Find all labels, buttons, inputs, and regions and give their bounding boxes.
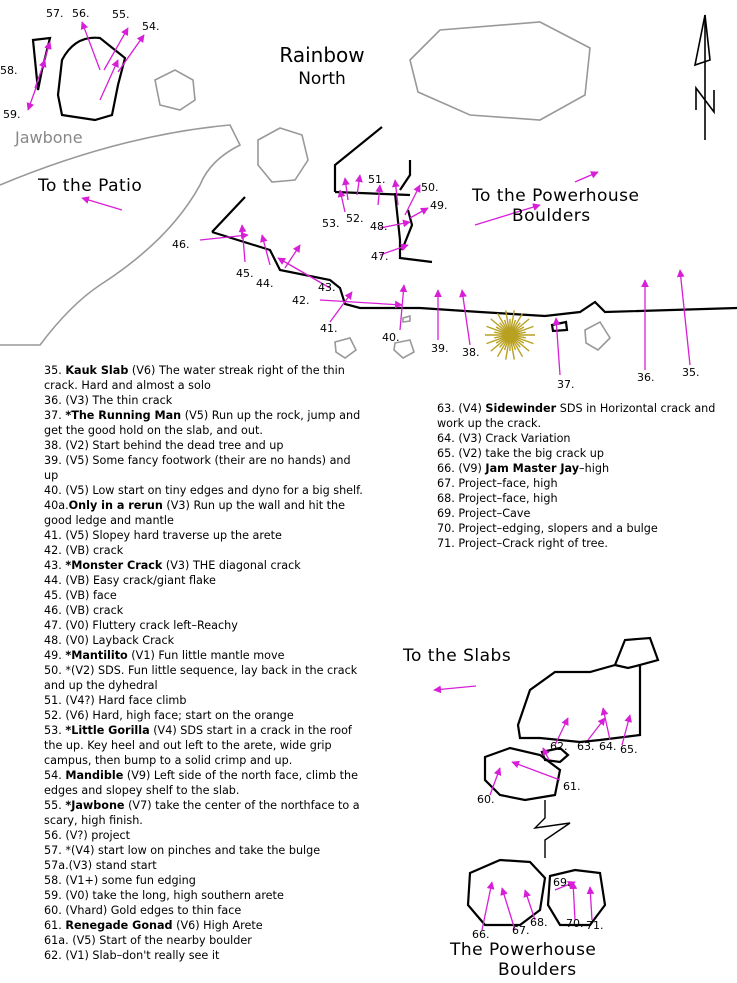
route-arrow: [118, 35, 144, 72]
route-entry: [437, 401, 727, 431]
route-arrow: [320, 300, 402, 305]
route-prefix: 69.: [437, 507, 459, 520]
route-prefix: 68.: [437, 492, 459, 505]
north-arrow: [695, 15, 714, 140]
route-name: Only in a rerun: [68, 499, 163, 512]
route-entry: [44, 693, 366, 708]
route-prefix: 57.: [44, 844, 66, 857]
route-num-67: 67.: [512, 924, 530, 937]
route-prefix: 51.: [44, 694, 66, 707]
route-entry: [44, 948, 366, 963]
route-entry: [44, 483, 366, 498]
route-entry: [44, 588, 366, 603]
route-num-52: 52.: [346, 212, 364, 225]
route-name: Kauk Slab: [65, 364, 129, 377]
route-entry: [437, 506, 727, 521]
route-num-54: 54.: [142, 20, 160, 33]
route-num-63: 63.: [577, 740, 595, 753]
route-desc: (V1+) some fun edging: [65, 874, 196, 887]
route-prefix: 42.: [44, 544, 66, 557]
route-num-42: 42.: [292, 294, 310, 307]
route-entry: [44, 723, 366, 768]
route-entry: [44, 888, 366, 903]
route-num-55: 55.: [112, 8, 130, 21]
route-prefix: 45.: [44, 589, 66, 602]
route-desc: (V5) Some fancy footwork (their are no hands) and up: [44, 454, 351, 482]
route-entry: [44, 453, 366, 483]
route-entry: [44, 498, 366, 528]
to-powerhouse-label-2: Boulders: [512, 206, 591, 226]
route-entry: [44, 438, 366, 453]
boulder-37: [552, 322, 567, 331]
route-prefix: 65.: [437, 447, 459, 460]
route-name: *Mantilito: [65, 649, 128, 662]
route-prefix: 61.: [44, 919, 66, 932]
route-desc: (V9): [458, 462, 486, 475]
route-prefix: 56.: [44, 829, 66, 842]
route-entry: [44, 663, 366, 693]
route-arrow: [482, 882, 492, 930]
powerhouse-title-2: Boulders: [498, 960, 577, 980]
route-num-68: 68.: [530, 916, 548, 929]
route-arrow: [82, 198, 122, 210]
route-arrow: [462, 290, 470, 345]
to-slabs-label: To the Slabs: [403, 646, 512, 666]
route-prefix: 39.: [44, 454, 66, 467]
route-num-47: 47.: [371, 250, 389, 263]
route-num-37: 37.: [557, 378, 575, 391]
route-entry: [44, 393, 366, 408]
boulder-upper: [518, 638, 658, 742]
route-name: *Little Gorilla: [65, 724, 150, 737]
gray-rock-a: [335, 338, 356, 358]
route-desc: (V?) project: [65, 829, 131, 842]
route-desc: (V4) SDS start in a crack in the roof the up. Key heel and out left to the arete, wide grip campus, then bump to a solid crimp and up.: [44, 724, 352, 767]
gray-rock-d: [403, 316, 410, 322]
to-patio-label: To the Patio: [38, 176, 143, 196]
route-entry: [44, 648, 366, 663]
route-num-41: 41.: [320, 322, 338, 335]
route-entry: [44, 618, 366, 633]
route-entry: [44, 363, 366, 393]
route-entry: [44, 858, 366, 873]
route-desc: (V4?) Hard face climb: [65, 694, 187, 707]
route-arrow: [285, 245, 300, 268]
route-name: Mandible: [65, 769, 124, 782]
route-num-65: 65.: [620, 743, 638, 756]
route-prefix: 67.: [437, 477, 459, 490]
route-name2: Jam Master Jay: [485, 462, 580, 475]
route-prefix: 62.: [44, 949, 66, 962]
gray-trail: [0, 125, 240, 345]
route-prefix: 55.: [44, 799, 66, 812]
route-prefix: 49.: [44, 649, 66, 662]
route-prefix: 52.: [44, 709, 66, 722]
route-num-60: 60.: [477, 793, 495, 806]
route-desc: (V6) Hard, high face; start on the orange: [65, 709, 294, 722]
route-prefix: 35.: [44, 364, 66, 377]
route-num-69: 69.: [553, 876, 571, 889]
route-arrow: [556, 318, 560, 375]
route-desc: (V2) Start behind the dead tree and up: [65, 439, 284, 452]
route-entry: [44, 528, 366, 543]
route-name: *The Running Man: [65, 409, 182, 422]
route-prefix: 36.: [44, 394, 66, 407]
route-num-53: 53.: [322, 217, 340, 230]
route-entry: [44, 408, 366, 438]
route-entry: [44, 873, 366, 888]
route-desc: *(V2) SDS. Fun little sequence, lay back in the crack and up the dyhedral: [44, 664, 358, 692]
route-arrow: [434, 686, 476, 690]
route-desc: (V3) Crack Variation: [458, 432, 571, 445]
route-num-51: 51.: [368, 173, 386, 186]
route-arrow: [575, 172, 598, 182]
route-entry: [44, 843, 366, 858]
route-desc: Project–Cave: [458, 507, 531, 520]
route-prefix: 53.: [44, 724, 66, 737]
route-entry: [437, 491, 727, 506]
route-entry: [44, 708, 366, 723]
route-arrow: [378, 185, 380, 205]
route-arrow: [405, 185, 420, 215]
tree-core: [505, 330, 515, 340]
route-num-61: 61.: [563, 780, 581, 793]
route-entry: [44, 633, 366, 648]
route-num-39: 39.: [431, 342, 449, 355]
route-prefix: 46.: [44, 604, 66, 617]
route-desc: Project–face, high: [458, 477, 558, 490]
route-num-49: 49.: [430, 199, 448, 212]
route-name: *Monster Crack: [65, 559, 163, 572]
route-desc: (V6) The water streak right of the thin crack. Hard and almost a solo: [44, 364, 345, 392]
route-entry: [437, 521, 727, 536]
route-num-50: 50.: [421, 181, 439, 194]
gray-boulder-3: [410, 22, 590, 120]
route-desc2: –high: [579, 462, 610, 475]
route-desc: (V0) Layback Crack: [65, 634, 175, 647]
route-desc: (V3) Run up the wall and hit the good ledge and mantle: [44, 499, 346, 527]
route-prefix: 40.: [44, 484, 66, 497]
route-prefix: 66.: [437, 462, 459, 475]
route-prefix: 47.: [44, 619, 66, 632]
route-num-44: 44.: [256, 277, 274, 290]
route-entry: [44, 573, 366, 588]
route-arrow: [590, 887, 592, 920]
route-prefix: 70.: [437, 522, 459, 535]
route-prefix: 64.: [437, 432, 459, 445]
route-entry: [44, 903, 366, 918]
route-prefix: 63.: [437, 402, 459, 415]
route-num-62: 62.: [550, 740, 568, 753]
route-prefix: 37.: [44, 409, 66, 422]
route-arrow: [330, 292, 352, 322]
break-line: [535, 800, 570, 858]
route-arrow: [242, 225, 245, 262]
route-num-40: 40.: [382, 331, 400, 344]
route-desc: *(V4) start low on pinches and take the bulge: [65, 844, 321, 857]
route-name: *Jawbone: [65, 799, 125, 812]
route-desc: (Vhard) Gold edges to thin face: [65, 904, 242, 917]
route-arrow: [680, 270, 690, 365]
main-ridge: [212, 127, 737, 331]
route-entry: [44, 933, 366, 948]
route-arrow: [82, 22, 100, 70]
route-arrow: [622, 715, 630, 745]
route-prefix: 71.: [437, 537, 459, 550]
route-entry: [437, 476, 727, 491]
route-desc: (V5) Run up the rock, jump and get the good hold on the slab, and out.: [44, 409, 361, 437]
route-arrow: [410, 208, 428, 218]
route-name2: Sidewinder: [485, 402, 557, 415]
route-desc: (V6) High Arete: [172, 919, 263, 932]
route-list-right: [437, 401, 727, 551]
route-desc: (V5) Start of the nearby boulder: [72, 934, 252, 947]
route-entry: [44, 918, 366, 933]
jawbone-label: Jawbone: [15, 128, 83, 147]
route-arrow: [345, 178, 348, 200]
route-desc: (V3) The thin crack: [65, 394, 173, 407]
route-name: Renegade Gonad: [65, 919, 173, 932]
dead-tree: [485, 310, 535, 359]
route-num-59: 59.: [3, 108, 21, 121]
route-entry: [44, 798, 366, 828]
route-desc: Project–Crack right of tree.: [458, 537, 608, 550]
route-desc: (V5) Low start on tiny edges and dyno for a big shelf.: [65, 484, 363, 497]
gray-boulder-2: [258, 128, 308, 182]
route-prefix: 44.: [44, 574, 66, 587]
route-prefix: 40a.: [44, 499, 69, 512]
route-list-left: [44, 363, 366, 963]
route-prefix: 50.: [44, 664, 66, 677]
route-entry: [44, 828, 366, 843]
route-entry: [437, 461, 727, 476]
route-desc: (VB) crack: [65, 544, 124, 557]
gray-boulder-1: [155, 70, 195, 110]
route-num-66: 66.: [472, 928, 490, 941]
powerhouse-title: The Powerhouse: [450, 940, 597, 960]
route-num-58: 58.: [0, 64, 18, 77]
route-desc: (V7) take the center of the northface to a scary, high finish.: [44, 799, 360, 827]
route-desc: (VB) crack: [65, 604, 124, 617]
route-prefix: 59.: [44, 889, 66, 902]
route-num-43: 43.: [318, 281, 336, 294]
route-desc2: SDS in Horizontal crack and work up the crack.: [437, 402, 716, 430]
route-arrow: [28, 85, 37, 110]
route-desc: (V3) stand start: [68, 859, 157, 872]
route-desc: (V9) Left side of the north face, climb the edges and slopey shelf to the slab.: [44, 769, 359, 797]
route-entry: [44, 603, 366, 618]
route-prefix: 41.: [44, 529, 66, 542]
route-arrow: [573, 882, 575, 920]
route-prefix: 48.: [44, 634, 66, 647]
jawbone-boulders: [33, 38, 125, 120]
route-desc: (VB) Easy crack/giant flake: [65, 574, 216, 587]
route-desc: (VB) face: [65, 589, 117, 602]
route-num-56: 56.: [72, 7, 90, 20]
route-num-45: 45.: [236, 267, 254, 280]
route-prefix: 61a.: [44, 934, 73, 947]
route-entry: [44, 543, 366, 558]
route-prefix: 60.: [44, 904, 66, 917]
route-entry: [437, 446, 727, 461]
route-prefix: 43.: [44, 559, 66, 572]
route-num-64: 64.: [599, 740, 617, 753]
to-powerhouse-label: To the Powerhouse: [472, 186, 640, 206]
route-entry: [437, 431, 727, 446]
route-num-35: 35.: [682, 366, 700, 379]
route-num-71: 71.: [586, 919, 604, 932]
route-num-70: 70.: [566, 917, 584, 930]
route-prefix: 54.: [44, 769, 66, 782]
gray-rock-c: [585, 322, 610, 350]
route-prefix: 58.: [44, 874, 66, 887]
route-desc: (V2) take the big crack up: [458, 447, 604, 460]
map-title-rainbow: Rainbow: [279, 43, 365, 67]
route-num-36: 36.: [637, 371, 655, 384]
boulder-57-58: [33, 38, 50, 90]
route-prefix: 38.: [44, 439, 66, 452]
route-desc: Project–face, high: [458, 492, 558, 505]
route-desc: (V4): [458, 402, 486, 415]
map-title-north: North: [298, 69, 346, 89]
route-arrow: [603, 708, 610, 740]
route-num-48: 48.: [370, 220, 388, 233]
route-prefix: 57a.: [44, 859, 69, 872]
route-num-46: 46.: [172, 238, 190, 251]
route-entry: [437, 536, 727, 551]
route-desc: (V0) take the long, high southern arete: [65, 889, 284, 902]
route-desc: (V3) THE diagonal crack: [162, 559, 301, 572]
route-desc: (V1) Slab–don't really see it: [65, 949, 220, 962]
route-desc: Project–edging, slopers and a bulge: [458, 522, 658, 535]
route-num-38: 38.: [462, 346, 480, 359]
boulder-60-61: [485, 748, 560, 800]
route-arrow: [588, 718, 605, 740]
route-num-57: 57.: [46, 7, 64, 20]
route-desc: (V5) Slopey hard traverse up the arete: [65, 529, 282, 542]
route-entry: [44, 768, 366, 798]
route-desc: (V1) Fun little mantle move: [127, 649, 285, 662]
route-desc: (V0) Fluttery crack left–Reachy: [65, 619, 238, 632]
route-entry: [44, 558, 366, 573]
